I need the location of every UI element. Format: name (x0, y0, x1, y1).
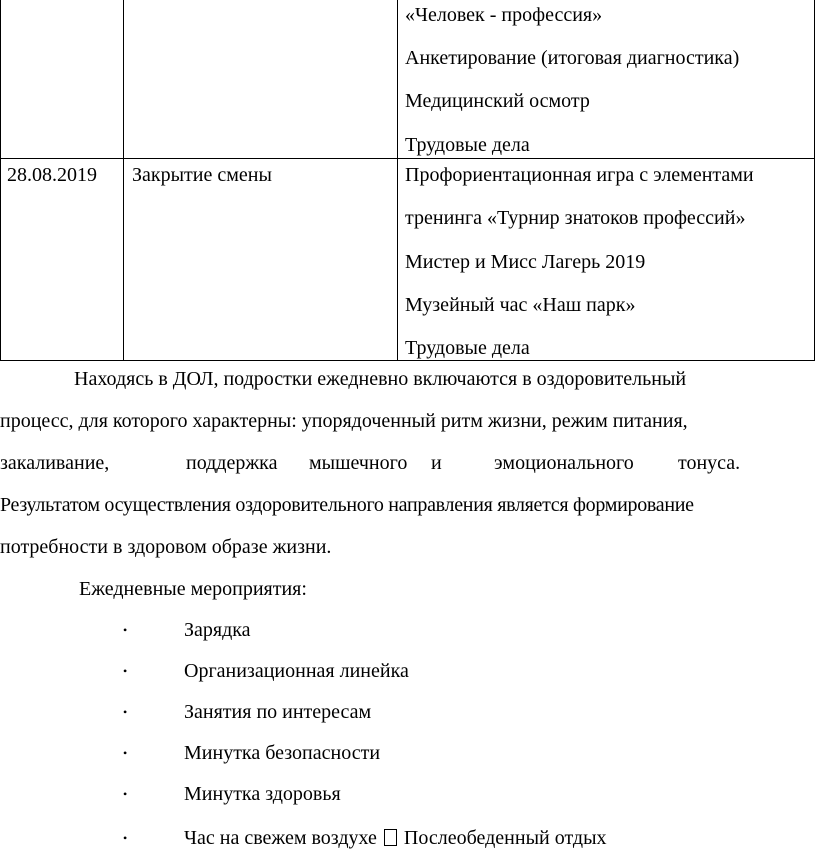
list-item (0, 617, 816, 643)
list-item (0, 658, 816, 684)
activity-line: «Человек - профессия» (405, 4, 603, 26)
list-item-part: Час на свежем воздухе (184, 827, 377, 849)
paragraph-word: поддержка (186, 452, 278, 474)
table-border-right (814, 0, 815, 361)
bullet-icon: • (123, 664, 128, 678)
activity-line: Музейный час «Наш парк» (405, 294, 636, 316)
list-item-label: Занятия по интересам (184, 701, 372, 723)
table-border-bottom (0, 360, 815, 361)
list-item (0, 699, 816, 725)
missing-glyph-icon (384, 829, 397, 846)
list-item-label: Минутка безопасности (184, 742, 381, 764)
schedule-table (0, 0, 816, 361)
bullet-icon: • (123, 705, 128, 719)
bullet-icon: • (123, 831, 128, 845)
activity-line: Трудовые дела (405, 337, 530, 359)
list-item-label: Минутка здоровья (184, 783, 341, 805)
bullet-icon: • (123, 623, 128, 637)
list-item-part: Послеобеденный отдых (403, 827, 607, 849)
activity-line: Профориентационная игра с элементами (405, 164, 754, 186)
paragraph-line: Результатом осуществления оздоровительного направления является формирование (0, 494, 694, 516)
list-item-label: Зарядка (184, 619, 251, 641)
paragraph-word: закаливание, (0, 452, 110, 474)
list-item (0, 825, 816, 851)
bullet-icon: • (123, 746, 128, 760)
table-row-divider (0, 158, 815, 159)
paragraph-word: и (431, 452, 442, 474)
list-item (0, 781, 816, 807)
table-border-col2 (397, 0, 398, 361)
list-item (0, 740, 816, 766)
paragraph-line: процесс, для которого характерны: упорядоченный ритм жизни, режим питания, (0, 410, 688, 432)
list-item-label: Организационная линейка (184, 660, 409, 682)
table-cell-date: 28.08.2019 (7, 164, 97, 186)
activity-line: Медицинский осмотр (405, 90, 590, 112)
table-border-left (0, 0, 1, 361)
activity-line: Анкетирование (итоговая диагностика) (405, 47, 740, 69)
list-item-label (184, 825, 607, 851)
paragraph-word: тонуса. (678, 452, 741, 474)
activity-line: Трудовые дела (405, 134, 530, 156)
table-border-col1 (123, 0, 124, 361)
table-cell-event: Закрытие смены (132, 164, 272, 186)
activity-line: тренинга «Турнир знатоков профессий» (405, 207, 746, 229)
bullet-icon: • (123, 787, 128, 801)
paragraph-line-justified (0, 451, 816, 475)
daily-heading: Ежедневные мероприятия: (79, 578, 307, 600)
paragraph-line: потребности в здоровом образе жизни. (0, 536, 332, 558)
paragraph-line: Находясь в ДОЛ, подростки ежедневно включаются в оздоровительный (74, 368, 687, 390)
paragraph-word: эмоционального (494, 452, 634, 474)
activity-line: Мистер и Мисс Лагерь 2019 (405, 251, 646, 273)
paragraph-word: мышечного (309, 452, 408, 474)
